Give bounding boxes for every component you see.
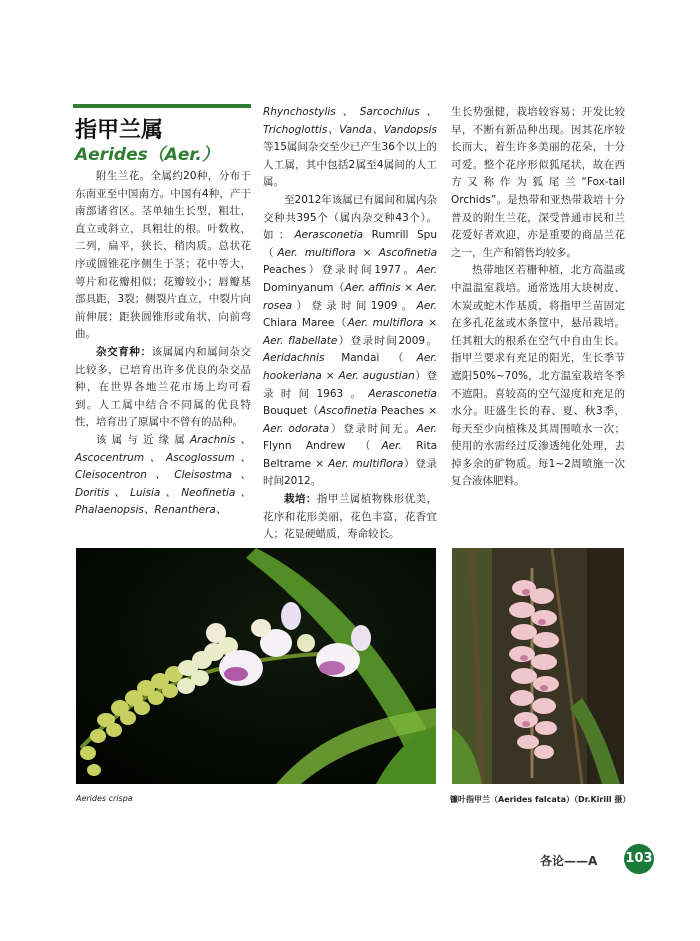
hybrid-parent: Aer. flabellate <box>263 334 338 347</box>
hybrid-cultivar: Mandai（ <box>341 352 417 365</box>
genera-continued-paragraph <box>263 104 437 192</box>
orchid-raceme-image <box>452 548 624 784</box>
hybrid-registration: ）登录时间1909。 <box>292 299 417 312</box>
genus-title: 指甲兰属 <box>75 118 164 143</box>
hybrid-registration: ）登录时间2012。 <box>263 457 438 488</box>
title-rule <box>73 104 251 108</box>
figure-caption-crispa: Aerides crispa <box>76 794 133 803</box>
column-1 <box>75 168 251 520</box>
figure-caption-falcata: 镰叶指甲兰（Aerides falcata）（Dr.Kirill 摄） <box>450 795 631 804</box>
column-2 <box>263 104 437 544</box>
hybrids-paragraph <box>263 192 437 491</box>
hybrid-parent: Aer. odorata <box>263 422 330 435</box>
hybrid-registration: ）登录时间1963。 <box>263 369 438 400</box>
hybrid-parent: Aer. <box>381 440 402 453</box>
breeding-paragraph <box>75 344 251 432</box>
aerides-falcata-photo <box>452 548 624 784</box>
hybrid-parent: Aer. multiflora <box>347 317 424 330</box>
related-genera-paragraph <box>75 432 251 520</box>
hybrid-name: Aer. <box>416 422 437 435</box>
hybrid-parent: Aer. hookeriana <box>263 352 437 382</box>
cross-symbol: × <box>428 405 437 418</box>
hybrid-parent: Aer. augustian <box>338 369 415 382</box>
hybrid-name: Aerasconetia <box>368 387 437 400</box>
cultivation-label: 栽培： <box>284 493 317 506</box>
genera-continued-text: 等15属间杂交至少已产生36个以上的人工属，其中包括2属至4属间的人工属。 <box>263 141 437 189</box>
related-genera-lead: 该属与近缘属 <box>96 433 190 446</box>
cultivation-paragraph <box>263 491 437 544</box>
hybrid-name: Aer. <box>416 299 437 312</box>
cultivation-continued-paragraph: 生长势强健，栽培较容易；开发比较早，不断有新品种出现。因其花序较长而大，着生许多美丽的花朵，十分可爱。整个花序形似狐尾状，故在西方又称作为狐尾兰“Fox-tail Orchids”。是热带和亚热带栽培十分普及的附生兰花，深受普通市民和兰花爱好者欢迎，亦是重要的商品兰花之一，生产和销售均较多。 <box>451 106 625 259</box>
column-3 <box>451 104 625 491</box>
hybrid-parent: Aer. multiflora <box>277 246 356 259</box>
breeding-text: 该属属内和属间杂交比较多，已培育出许多优良的杂交品种，在世界各地兰花市场上均可看到。人工属中结合不同属的优良特性，培育出了原属中不曾有的品种。 <box>75 345 252 429</box>
cross-symbol: × <box>315 457 325 470</box>
hybrid-registration: Peaches）登录时间1977。 <box>263 264 417 277</box>
growing-conditions-paragraph: 热带地区若栅种植，北方高温或中温温室栽培。通常选用大块树皮、木炭或蛇木作基质，将指甲兰苗固定在多孔花盆或木条筐中，悬吊栽培。任其粗大的根系在空气中自由生长。指甲兰要求有充足的阳光，生长季节遮阳50%~70%，北方温室栽培冬季不遮阳。喜较高的空气湿度和充足的水分。旺盛生长的春、夏、秋3季，每天至少向植株及其周围喷水一次；使用的水需经过反渗透纯化处理，去掉多余的矿物质。每1~2周喷施一次复合液体肥料。 <box>451 264 625 488</box>
hybrid-parent: Aer. multiflora <box>328 457 404 470</box>
hybrid-parent-cultivar: Peaches <box>381 405 425 418</box>
genus-latin-name: Aerides（Aer.） <box>75 145 219 165</box>
cross-symbol: × <box>428 317 437 330</box>
breeding-label: 杂交育种： <box>96 345 152 358</box>
hybrid-parent: Ascofinetia <box>378 246 437 259</box>
hybrid-parent-cultivar: Rita Beltrame <box>263 440 437 470</box>
aerides-crispa-photo <box>76 548 436 784</box>
genera-continued-list: Rhynchostylis、Sarcochilus、Trichoglottis、Vanda、Vandopsis <box>263 106 437 136</box>
cultivation-text: 指甲兰属植物株形优美，花序和花形美丽，花色丰富，花香宜人；花显硬蜡质，寿命较长。 <box>263 493 438 541</box>
hybrid-registration: ）登录时间无。 <box>329 422 417 435</box>
hybrid-cultivar: Bouquet（ <box>263 405 319 418</box>
description-paragraph: 附生兰花。全属约20种，分布于东南亚至中国南方。中国有4种，产于南部诸省区。茎单轴生长型，粗壮，直立或斜立，具粗壮的根。叶数枚，二列，扁平，狭长，稍肉质。总状花序或圆锥花序侧生于茎；花中等大，萼片和花瓣相似；花瓣较小；唇瓣基部具距，3裂；侧裂片直立，中裂片向前伸展；距狭圆锥形或角状，向前弯曲。 <box>75 170 251 341</box>
orchid-inflorescence-image <box>76 548 436 784</box>
hybrid-name: Aeridachnis <box>263 352 325 365</box>
hybrid-name: Aerasconetia <box>294 229 364 242</box>
hybrid-cultivar: Chiara Maree（ <box>263 317 348 330</box>
hybrid-cultivar: Dominyanum（ <box>263 281 345 294</box>
hybrid-parent: Aer. affinis <box>344 281 401 294</box>
related-genera-list: Arachnis、Ascocentrum、Ascoglossum、Cleisocentron、Cleisostma、Doritis、Luisia、Neofinetia、Phalaenopsis、Renanthera、 <box>75 433 251 517</box>
hybrid-cultivar: Flynn Andrew （ <box>263 440 382 453</box>
hybrids-intro: 至2012年该属已有属间和属内杂交种共395个（属内杂交种43个）。如： <box>263 193 437 242</box>
hybrid-parent: Aer. rosea <box>263 281 437 312</box>
hybrid-name: Aer. <box>416 264 437 277</box>
cross-symbol: × <box>404 281 414 294</box>
section-label: 各论——A <box>540 854 598 868</box>
hybrid-cultivar: Rumrill Spu（ <box>263 229 437 259</box>
cross-symbol: × <box>362 246 372 259</box>
page-number-badge: 103 <box>624 844 654 874</box>
cross-symbol: × <box>325 369 335 382</box>
hybrid-registration: ）登录时间2009。 <box>337 334 437 347</box>
hybrid-parent: Ascofinetia <box>318 405 378 418</box>
